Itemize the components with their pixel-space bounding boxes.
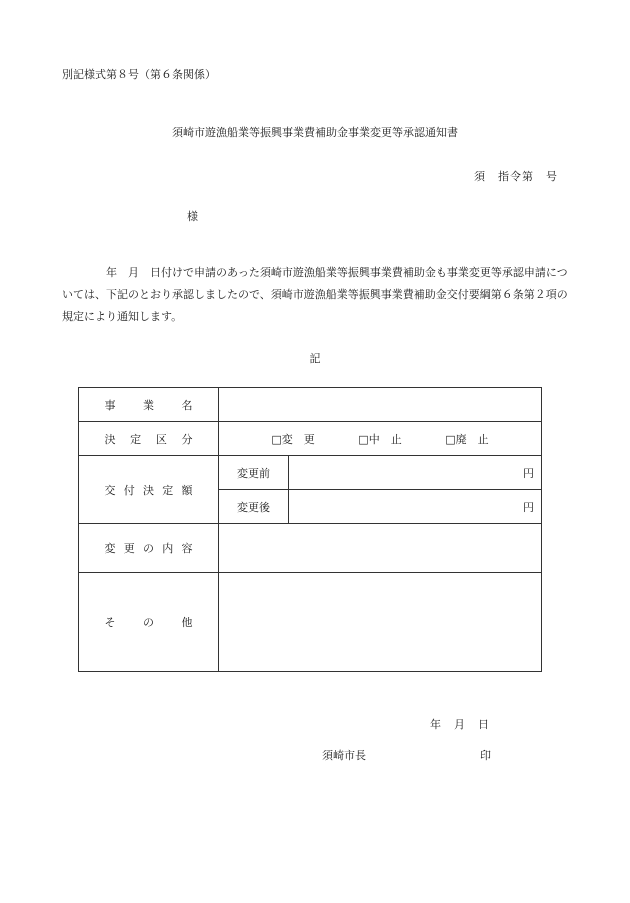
decision-type-label: 決定区分 bbox=[79, 422, 219, 456]
table-row bbox=[79, 422, 542, 456]
ki-heading: 記 bbox=[309, 352, 321, 365]
issuer-mayor: 須崎市長 bbox=[322, 749, 366, 762]
table-row bbox=[79, 524, 542, 573]
other-label: その他 bbox=[79, 573, 219, 672]
change-content-value bbox=[219, 524, 542, 573]
decision-options bbox=[219, 422, 542, 456]
change-content-label: 変更の内容 bbox=[79, 524, 219, 573]
seal-mark: 印 bbox=[480, 749, 491, 762]
other-value bbox=[219, 573, 542, 672]
before-amount: 円 bbox=[289, 456, 542, 490]
project-name-value bbox=[219, 388, 542, 422]
table-row bbox=[79, 388, 542, 422]
table-row bbox=[79, 456, 542, 490]
option-change: □変 更 bbox=[271, 432, 315, 446]
document-title: 須崎市遊漁船業等振興事業費補助金事業変更等承認通知書 bbox=[172, 126, 458, 139]
issue-date: 年 月 日 bbox=[430, 718, 490, 731]
table-row bbox=[79, 573, 542, 672]
change-approval-table bbox=[78, 387, 542, 672]
body-paragraph: 年 月 日付けで申請のあった須崎市遊漁船業等振興事業費補助金も事業変更等承認申請については、下記のとおり承認しましたので、須崎市遊漁船業等振興事業費補助金交付要綱第６条第２項の規定により通知します。 bbox=[62, 266, 568, 323]
option-abolish: □廃 止 bbox=[445, 432, 489, 446]
after-amount: 円 bbox=[289, 490, 542, 524]
amount-label: 交付決定額 bbox=[79, 456, 219, 524]
form-label: 別記様式第８号（第６条関係） bbox=[62, 68, 216, 81]
document-number: 須 指令第 号 bbox=[474, 170, 558, 183]
before-label: 変更前 bbox=[219, 456, 289, 490]
project-name-label: 事業名 bbox=[79, 388, 219, 422]
after-label: 変更後 bbox=[219, 490, 289, 524]
addressee-honorific: 様 bbox=[187, 210, 198, 223]
option-suspend: □中 止 bbox=[358, 432, 402, 446]
